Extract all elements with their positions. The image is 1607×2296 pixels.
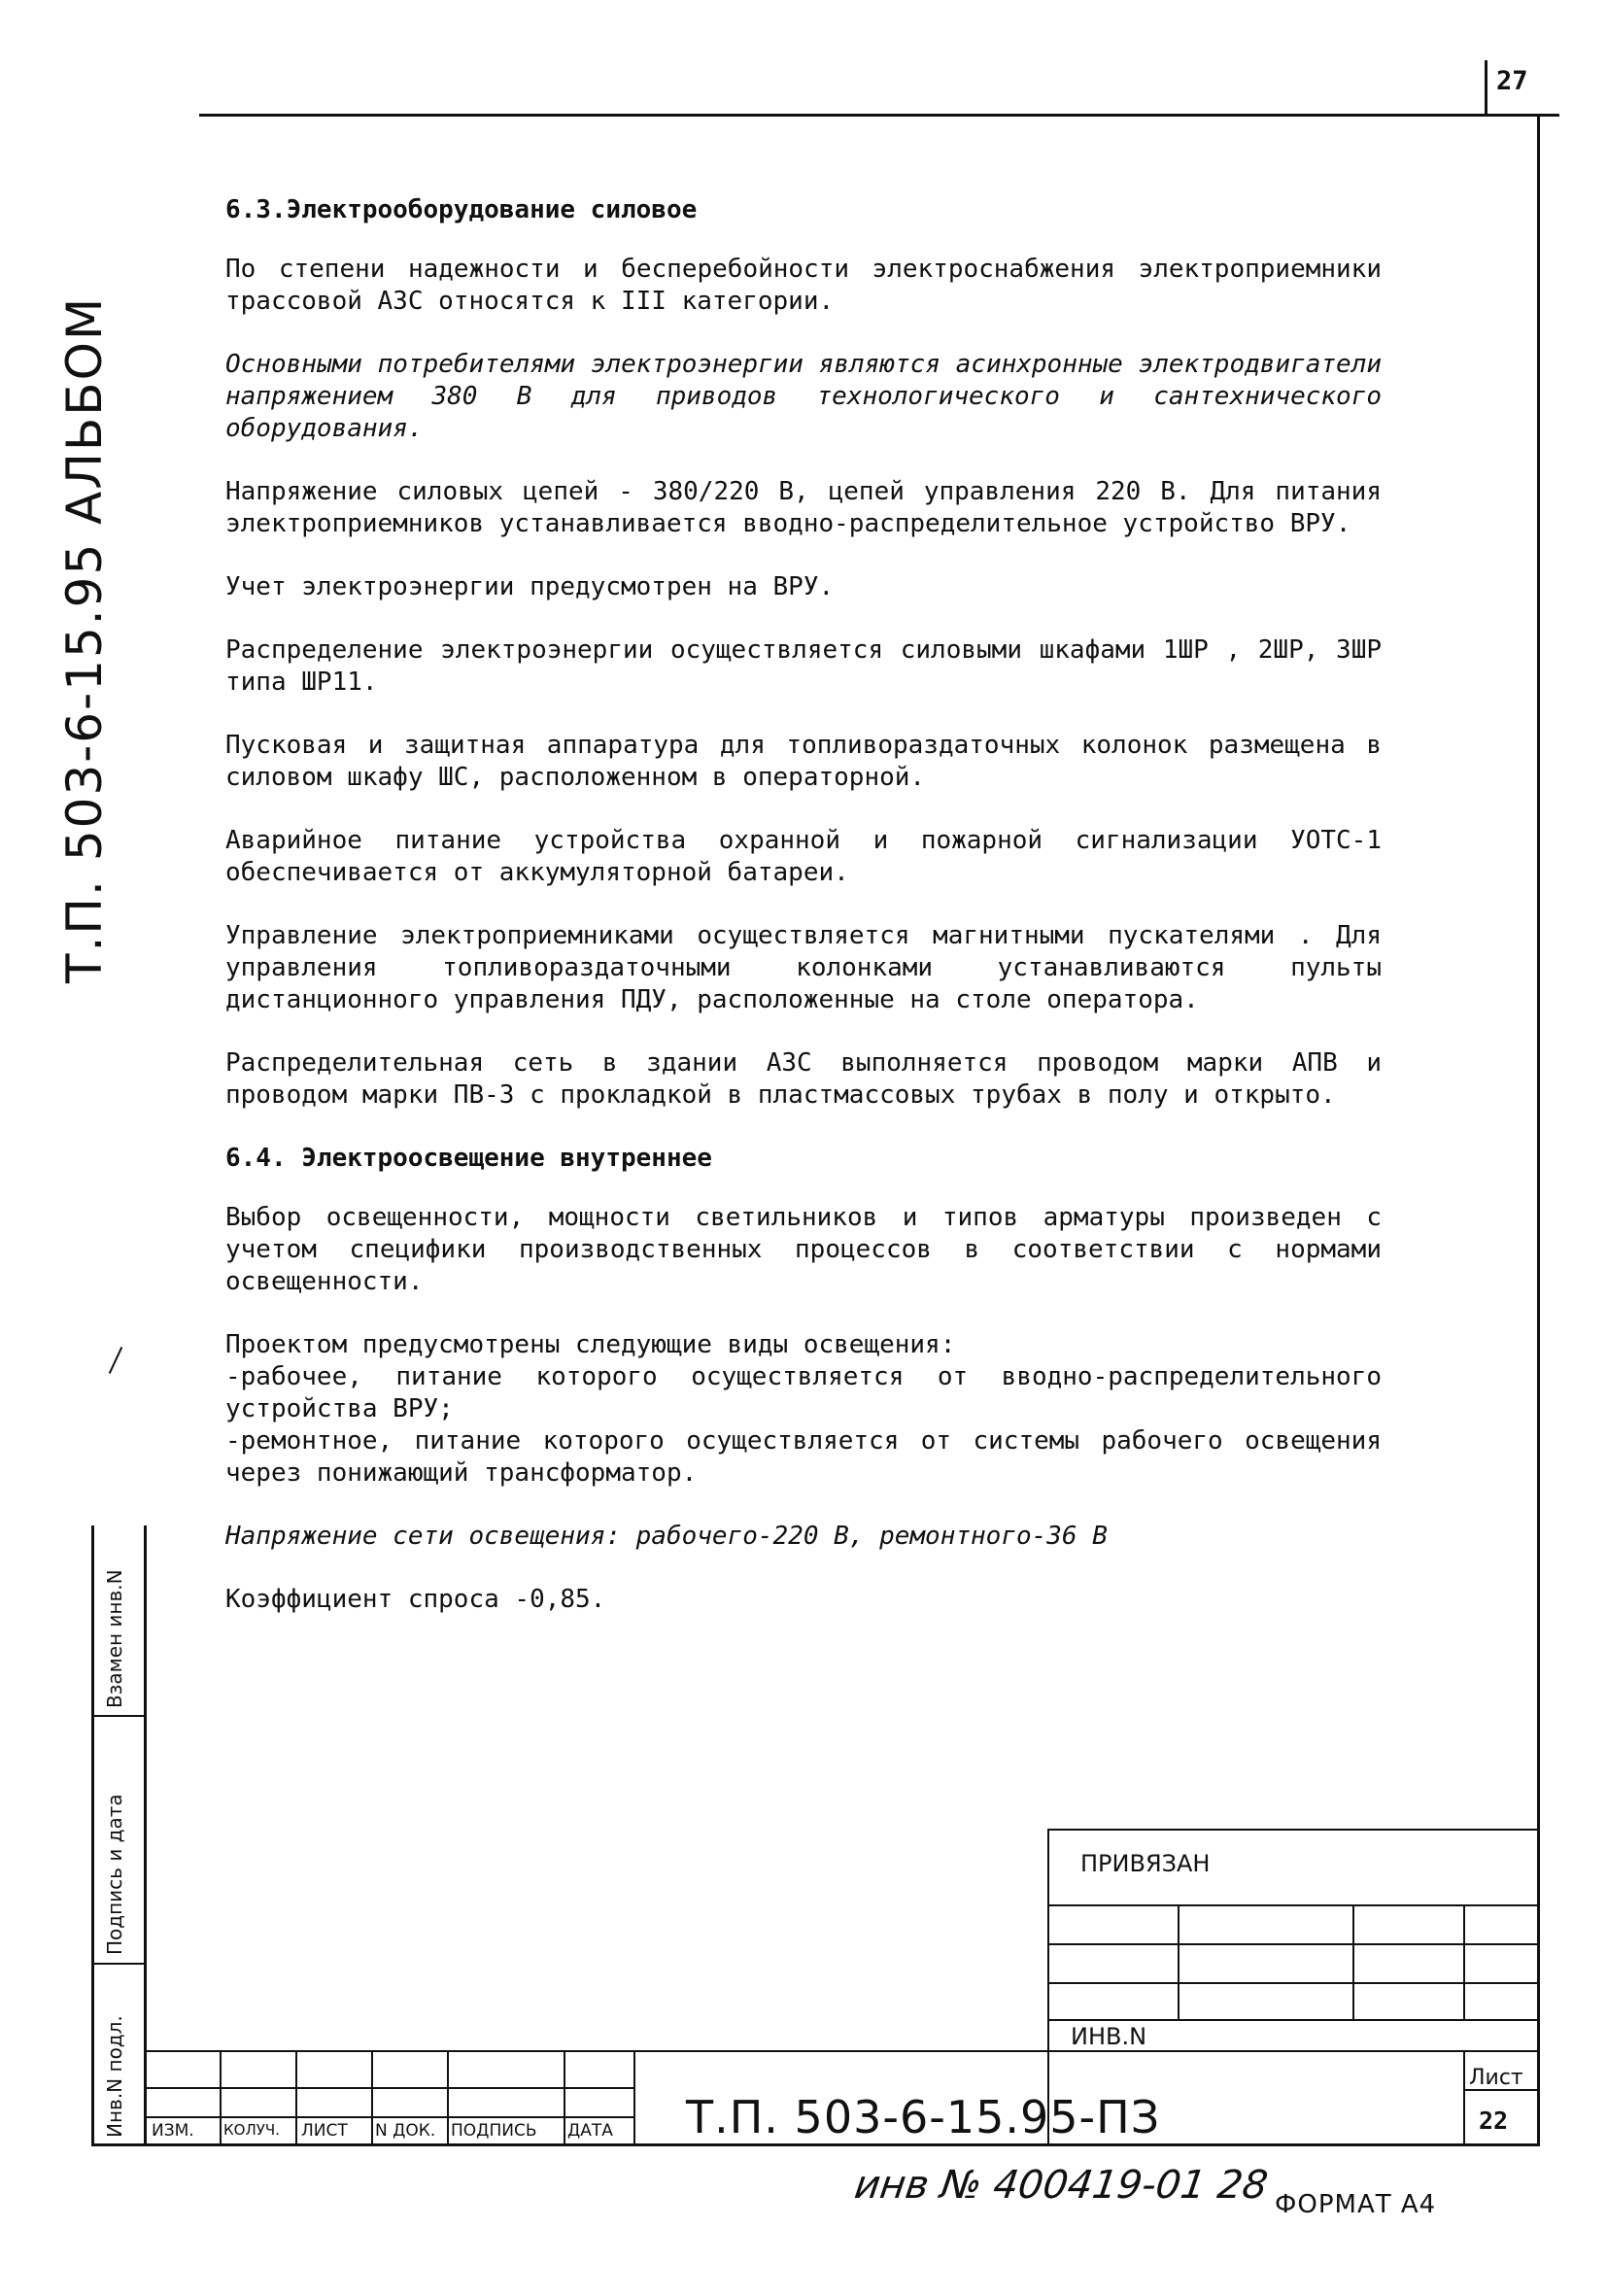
format-label: ФОРМАТ А4 [1275,2190,1437,2219]
document-code: Т.П. 503-6-15.95-ПЗ [686,2091,1161,2143]
left-strip-outer [91,1525,94,2145]
sheet-number: 22 [1479,2107,1509,2135]
paragraph: Выбор освещенности, мощности светильников и типов арматуры произведен с учетом специфики производственных процессов в соответствии с нормами освещенности. [225,1203,1382,1296]
section-64-heading: 6.4. Электроосвещение внутреннее [225,1144,712,1173]
page-number-divider [1485,60,1487,115]
page-number: 27 [1496,66,1528,96]
inv-n-label: ИНВ.N [1071,2023,1147,2050]
privyazan-label: ПРИВЯЗАН [1080,1850,1211,1877]
podpis-data-label: Подпись и дата [103,1794,126,1955]
margin-tick [109,1347,122,1374]
paragraph: Аварийное питание устройства охранной и пожарной сигнализации УОТС-1 обеспечивается от аккумуляторной батареи. [225,826,1382,887]
left-strip-sep-1 [91,1715,146,1717]
section-63-heading: 6.3.Электрооборудование силовое [225,195,698,224]
paragraph: По степени надежности и бесперебойности электроснабжения электроприемники трассовой АЗС относятся к III категории. [225,255,1382,316]
paragraph: Пусковая и защитная аппаратура для топливораздаточных колонок размещена в силовом шкафу ШС, расположенном в операторной. [225,731,1382,792]
col-koluch: КОЛУЧ. [223,2121,280,2139]
paragraph: Распределительная сеть в здании АЗС выполняется проводом марки АПВ и проводом марки ПВ-3 с прокладкой в пластмассовых трубах в полу и открыто. [225,1048,1382,1110]
paragraph: Напряжение сети освещения: рабочего-220 В, ремонтного-36 В [225,1522,1108,1551]
col-podpis: ПОДПИСЬ [451,2121,537,2141]
side-title: Т.П. 503-6-15.95 АЛЬБОМ [56,295,113,983]
handwritten-inventory-note: инв № 400419-01 28 [851,2163,1271,2208]
left-frame [144,1525,147,2145]
paragraph: Основными потребителями электроэнергии являются асинхронные электродвигатели напряжением 380 В для приводов технологического и сантехнического оборудования. [225,350,1382,443]
paragraph: Напряжение силовых цепей - 380/220 В, цепей управления 220 В. Для питания электроприемников устанавливается вводно-распределительное устройство ВРУ. [225,477,1382,538]
col-list: ЛИСТ [301,2121,348,2141]
document-body [225,194,1382,1647]
inv-podl-label: Инв.N подл. [103,2015,126,2138]
paragraph: Распределение электроэнергии осуществляется силовыми шкафами 1ШР , 2ШР, 3ШР типа ШР11. [225,635,1382,697]
sheet-label: Лист [1469,2066,1523,2090]
top-rule [199,114,1559,117]
paragraph: Коэффициент спроса -0,85. [225,1585,606,1614]
col-izm: ИЗМ. [152,2121,194,2141]
bottom-frame [91,2143,1540,2146]
right-frame [1537,114,1540,2144]
paragraph: Учет электроэнергии предусмотрен на ВРУ. [225,572,835,601]
col-data: ДАТА [567,2121,613,2141]
vzam-inv-label: Взамен инв.N [103,1569,126,1708]
left-strip-sep-2 [91,1963,146,1965]
paragraph: Управление электроприемниками осуществляется магнитными пускателями . Для управления топливораздаточными колонками устанавливаются пульты дистанционного управления ПДУ, расположенные на столе оператора. [225,921,1382,1014]
col-n-dok: N ДОК. [375,2121,436,2141]
paragraph: Проектом предусмотрены следующие виды освещения: -рабочее, питание которого осуществляется от вводно-распределительного устройства ВРУ; -ремонтное, питание которого осуществляется от системы рабочего освещения через понижающий трансформатор. [225,1330,1382,1488]
